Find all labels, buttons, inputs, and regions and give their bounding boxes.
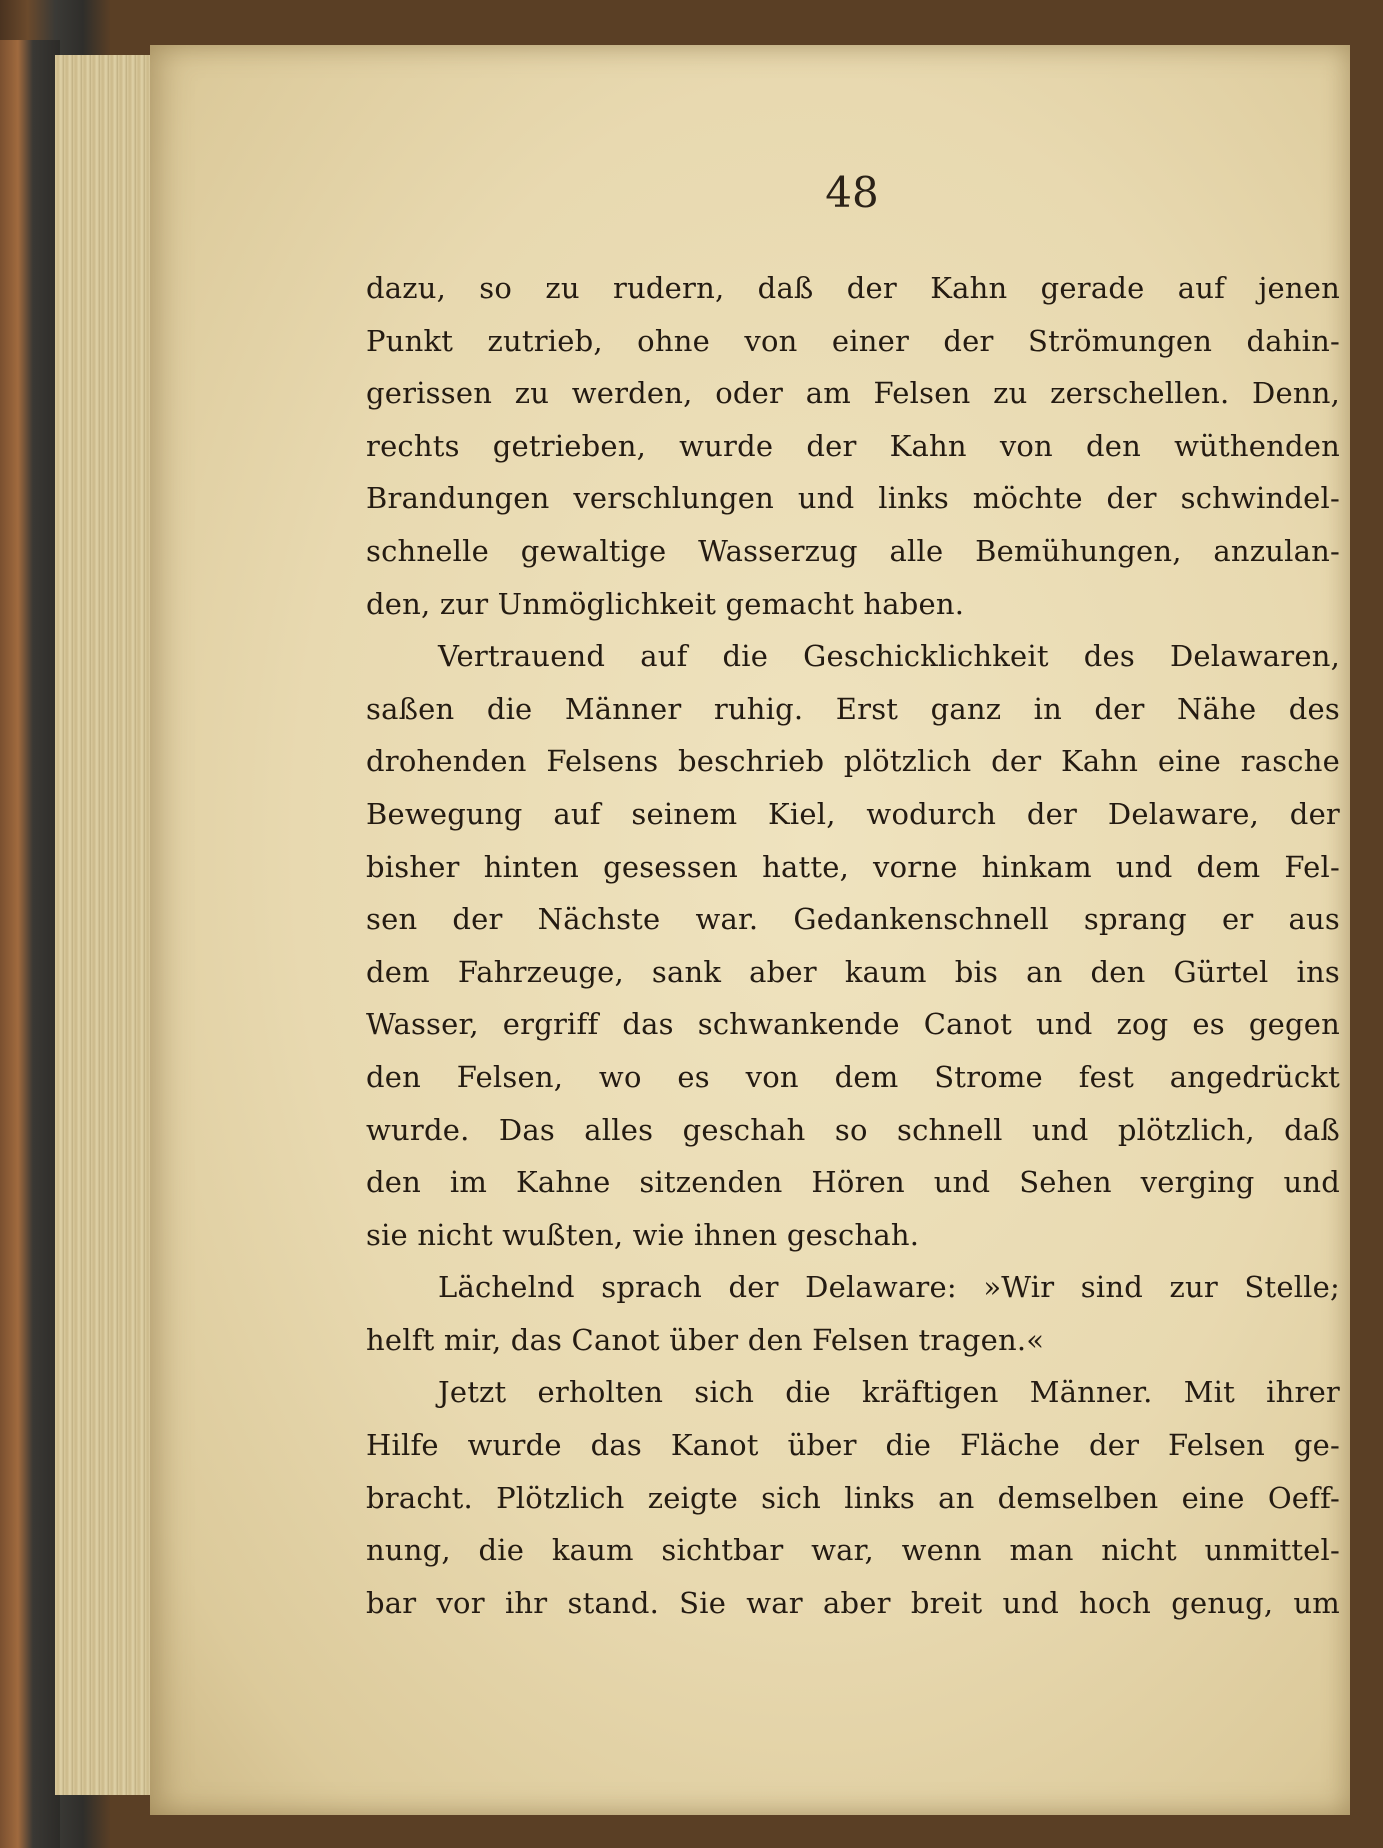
text-line: Vertrauend auf die Geschicklichkeit des Delawaren, (438, 639, 1340, 674)
text-line: Jetzt erholten sich die kräftigen Männer. Mit ihrer (438, 1375, 1340, 1410)
text-line: dem Fahrzeuge, sank aber kaum bis an den Gürtel ins (366, 954, 1340, 989)
text-line: Punkt zutrieb, ohne von einer der Strömungen dahin- (366, 323, 1340, 358)
text-line: den im Kahne sitzenden Hören und Sehen verging und (366, 1165, 1340, 1200)
text-line: schnelle gewaltige Wasserzug alle Bemühungen, anzulan- (366, 533, 1340, 568)
text-line: nung, die kaum sichtbar war, wenn man nicht unmittel- (366, 1533, 1340, 1568)
text-line: Bewegung auf seinem Kiel, wodurch der Delaware, der (366, 796, 1340, 831)
text-line: Brandungen verschlungen und links möchte der schwindel- (366, 481, 1340, 516)
text-line: wurde. Das alles geschah so schnell und plötzlich, daß (366, 1112, 1340, 1147)
book-cover-edge (0, 40, 60, 1848)
text-line: drohenden Felsens beschrieb plötzlich der Kahn eine rasche (366, 744, 1340, 779)
page-number: 48 (825, 168, 879, 217)
text-line: helft mir, das Canot über den Felsen tragen.« (366, 1322, 1045, 1357)
text-line: sen der Nächste war. Gedankenschnell sprang er aus (366, 902, 1340, 937)
text-line: bisher hinten gesessen hatte, vorne hinkam und dem Fel- (366, 849, 1340, 884)
text-line: rechts getrieben, wurde der Kahn von den wüthenden (366, 428, 1340, 463)
text-line: bracht. Plötzlich zeigte sich links an demselben eine Oeff- (366, 1480, 1340, 1515)
text-line: dazu, so zu rudern, daß der Kahn gerade auf jenen (366, 271, 1340, 305)
text-line: Lächelnd sprach der Delaware: »Wir sind zur Stelle; (438, 1270, 1340, 1305)
text-line: sie nicht wußten, wie ihnen geschah. (366, 1217, 920, 1252)
text-line: den, zur Unmöglichkeit gemacht haben. (366, 586, 965, 621)
text-line: Hilfe wurde das Kanot über die Fläche der Felsen ge- (366, 1428, 1340, 1463)
text-line: saßen die Männer ruhig. Erst ganz in der Nähe des (366, 691, 1340, 726)
page-text-block (366, 262, 1340, 1629)
text-line: den Felsen, wo es von dem Strome fest angedrückt (366, 1059, 1340, 1094)
text-line: Wasser, ergriff das schwankende Canot und zog es gegen (366, 1007, 1340, 1042)
text-line: bar vor ihr stand. Sie war aber breit und hoch genug, um (366, 1585, 1340, 1620)
text-line: gerissen zu werden, oder am Felsen zu zerschellen. Denn, (366, 376, 1340, 411)
